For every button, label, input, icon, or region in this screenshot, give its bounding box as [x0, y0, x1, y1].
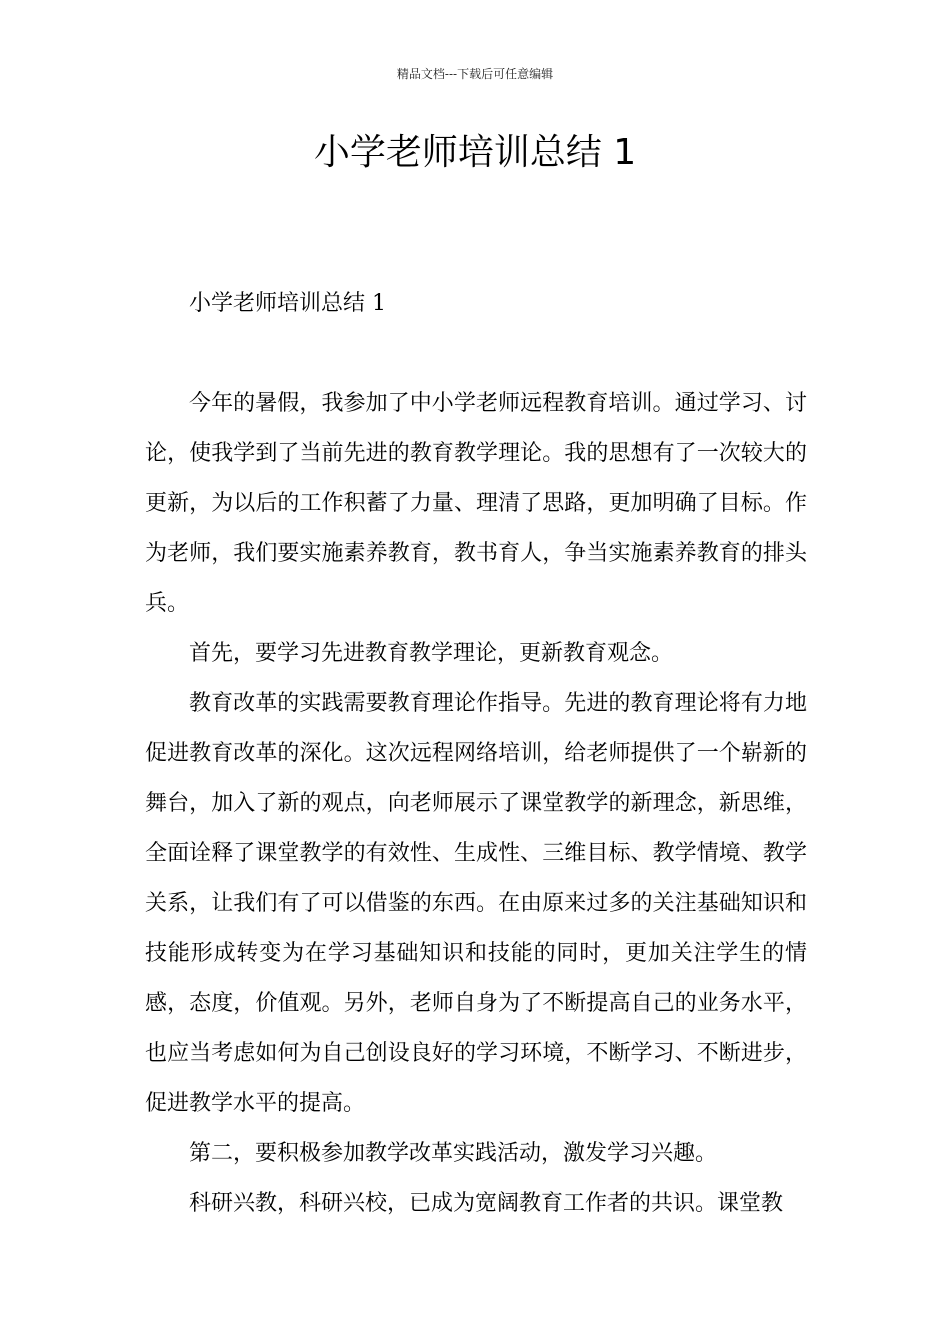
paragraph: 教育改革的实践需要教育理论作指导。先进的教育理论将有力地促进教育改革的深化。这次远程网络培训，给老师提供了一个崭新的舞台，加入了新的观点，向老师展示了课堂教学的新理念，新思维，全面诠释了课堂教学的有效性、生成性、三维目标、教学情境、教学关系，让我们有了可以借鉴的东西。在由原来过多的关注基础知识和技能形成转变为在学习基础知识和技能的同时，更加关注学生的情感，态度，价值观。另外，老师自身为了不断提高自己的业务水平，也应当考虑如何为自己创设良好的学习环境，不断学习、不断进步，促进教学水平的提高。: [145, 691, 807, 1116]
paragraph: 第二，要积极参加教学改革实践活动，激发学习兴趣。: [189, 1141, 718, 1166]
header-note: 精品文档---下载后可任意编辑: [396, 67, 554, 81]
document-body: [145, 279, 807, 1229]
section-subtitle: 小学老师培训总结 1: [189, 291, 386, 316]
paragraph: 科研兴教，科研兴校，已成为宽阔教育工作者的共识。课堂教: [189, 1191, 784, 1216]
paragraph: 今年的暑假，我参加了中小学老师远程教育培训。通过学习、讨论，使我学到了当前先进的教育教学理论。我的思想有了一次较大的更新，为以后的工作积蓄了力量、理清了思路，更加明确了目标。作为老师，我们要实施素养教育，教书育人，争当实施素养教育的排头兵。: [145, 391, 807, 616]
paragraph: 首先，要学习先进教育教学理论，更新教育观念。: [189, 641, 674, 666]
document-title: 小学老师培训总结 1: [313, 132, 637, 173]
